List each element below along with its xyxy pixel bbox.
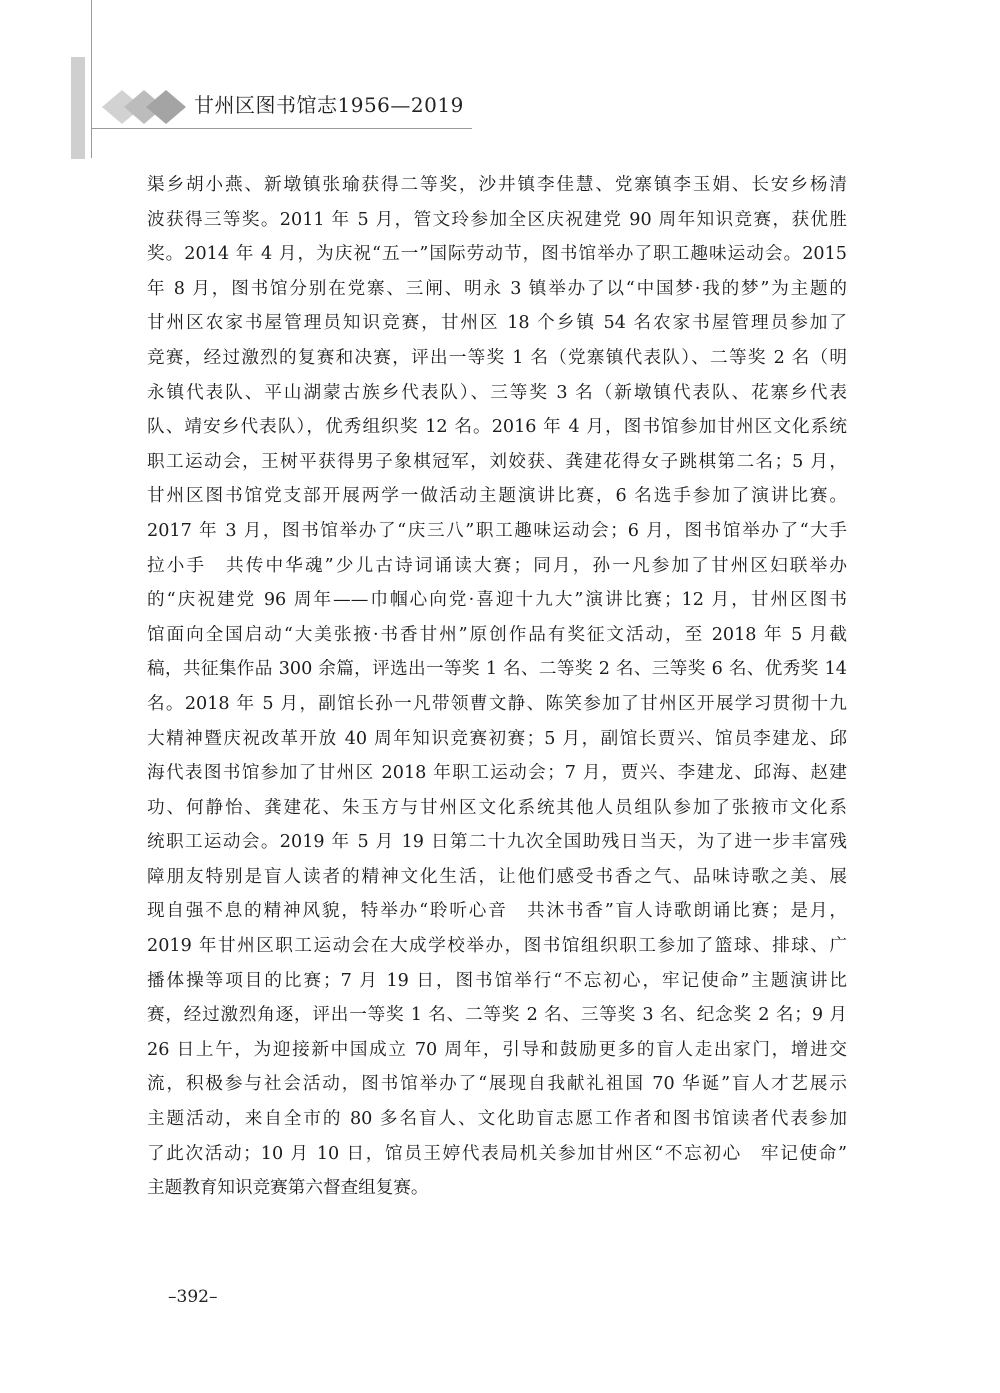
text-line-last: 主题教育知识竞赛第六督查组复赛。 xyxy=(147,1178,429,1199)
text-line: 功、何静怡、龚建花、朱玉方与甘州区文化系统其他人员组队参加了张掖市文化系 xyxy=(147,797,847,818)
text-line: 现自强不息的精神风貌，特举办“聆听心音 共沐书香”盲人诗歌朗诵比赛；是月， xyxy=(147,901,847,922)
text-line: 流，积极参与社会活动，图书馆举办了“展现自我献礼祖国 70 华诞”盲人才艺展示 xyxy=(147,1074,847,1095)
text-line: 竞赛，经过激烈的复赛和决赛，评出一等奖 1 名（党寨镇代表队）、二等奖 2 名（明 xyxy=(147,347,847,368)
header-vertical-rule xyxy=(91,0,92,158)
text-line: 2019 年甘州区职工运动会在大成学校举办，图书馆组织职工参加了篮球、排球、广 xyxy=(147,936,847,957)
text-line: 播体操等项目的比赛；7 月 19 日，图书馆举行“不忘初心，牢记使命”主题演讲比 xyxy=(147,970,847,991)
text-line: 奖。2014 年 4 月，为庆祝“五一”国际劳动节，图书馆举办了职工趣味运动会。2015 xyxy=(147,244,847,265)
text-line: 主题活动，来自全市的 80 多名盲人、文化助盲志愿工作者和图书馆读者代表参加 xyxy=(147,1109,847,1130)
header-horizontal-rule xyxy=(91,128,472,129)
running-title: 甘州区图书馆志1956—2019 xyxy=(194,93,464,117)
text-line: 的“庆祝建党 96 周年——巾帼心向党·喜迎十九大”演讲比赛；12 月，甘州区图书 xyxy=(147,590,847,611)
text-line: 稿，共征集作品 300 余篇，评选出一等奖 1 名、二等奖 2 名、三等奖 6 名、优秀奖 14 xyxy=(147,659,847,680)
text-line: 年 8 月，图书馆分别在党寨、三闸、明永 3 镇举办了以“中国梦·我的梦”为主题的 xyxy=(147,278,847,299)
header-gray-bar xyxy=(71,57,85,159)
text-line: 渠乡胡小燕、新墩镇张瑜获得二等奖，沙井镇李佳慧、党寨镇李玉娟、长安乡杨清 xyxy=(147,175,847,195)
text-line: 拉小手 共传中华魂”少儿古诗词诵读大赛；同月，孙一凡参加了甘州区妇联举办 xyxy=(147,555,847,576)
body-text xyxy=(147,168,847,1206)
text-line: 统职工运动会。2019 年 5 月 19 日第二十九次全国助残日当天，为了进一步丰富残 xyxy=(147,832,847,853)
text-line: 赛，经过激烈角逐，评出一等奖 1 名、二等奖 2 名、三等奖 3 名、纪念奖 2 名；9 月 xyxy=(147,1005,847,1026)
text-line: 甘州区图书馆党支部开展两学一做活动主题演讲比赛，6 名选手参加了演讲比赛。 xyxy=(147,486,847,507)
text-line: 障朋友特别是盲人读者的精神文化生活，让他们感受书香之气、品味诗歌之美、展 xyxy=(147,866,847,887)
text-line: 名。2018 年 5 月，副馆长孙一凡带领曹文静、陈笑参加了甘州区开展学习贯彻十九 xyxy=(147,693,847,714)
text-line: 波获得三等奖。2011 年 5 月，管文玲参加全区庆祝建党 90 周年知识竞赛，获优胜 xyxy=(147,209,847,230)
text-line: 职工运动会，王树平获得男子象棋冠军，刘姣获、龚建花得女子跳棋第二名；5 月， xyxy=(147,451,847,472)
text-line: 2017 年 3 月，图书馆举办了“庆三八”职工趣味运动会；6 月，图书馆举办了“大手 xyxy=(147,520,847,541)
text-line: 馆面向全国启动“大美张掖·书香甘州”原创作品有奖征文活动，至 2018 年 5 月截 xyxy=(147,624,847,645)
text-line: 26 日上午，为迎接新中国成立 70 周年，引导和鼓励更多的盲人走出家门，增进交 xyxy=(147,1039,847,1060)
page-number: –392– xyxy=(168,1287,218,1307)
text-line: 甘州区农家书屋管理员知识竞赛，甘州区 18 个乡镇 54 名农家书屋管理员参加了 xyxy=(147,313,847,334)
text-line: 永镇代表队、平山湖蒙古族乡代表队）、三等奖 3 名（新墩镇代表队、花寨乡代表 xyxy=(147,382,847,403)
text-line: 海代表图书馆参加了甘州区 2018 年职工运动会；7 月，贾兴、李建龙、邱海、赵建 xyxy=(147,763,847,784)
header-diamond-ornament-icon xyxy=(100,88,190,126)
text-line: 了此次活动；10 月 10 日，馆员王婷代表局机关参加甘州区“不忘初心 牢记使命” xyxy=(147,1143,847,1164)
text-line: 大精神暨庆祝改革开放 40 周年知识竞赛初赛；5 月，副馆长贾兴、馆员李建龙、邱 xyxy=(147,728,847,749)
text-line: 队、靖安乡代表队），优秀组织奖 12 名。2016 年 4 月，图书馆参加甘州区文化系统 xyxy=(147,417,847,438)
